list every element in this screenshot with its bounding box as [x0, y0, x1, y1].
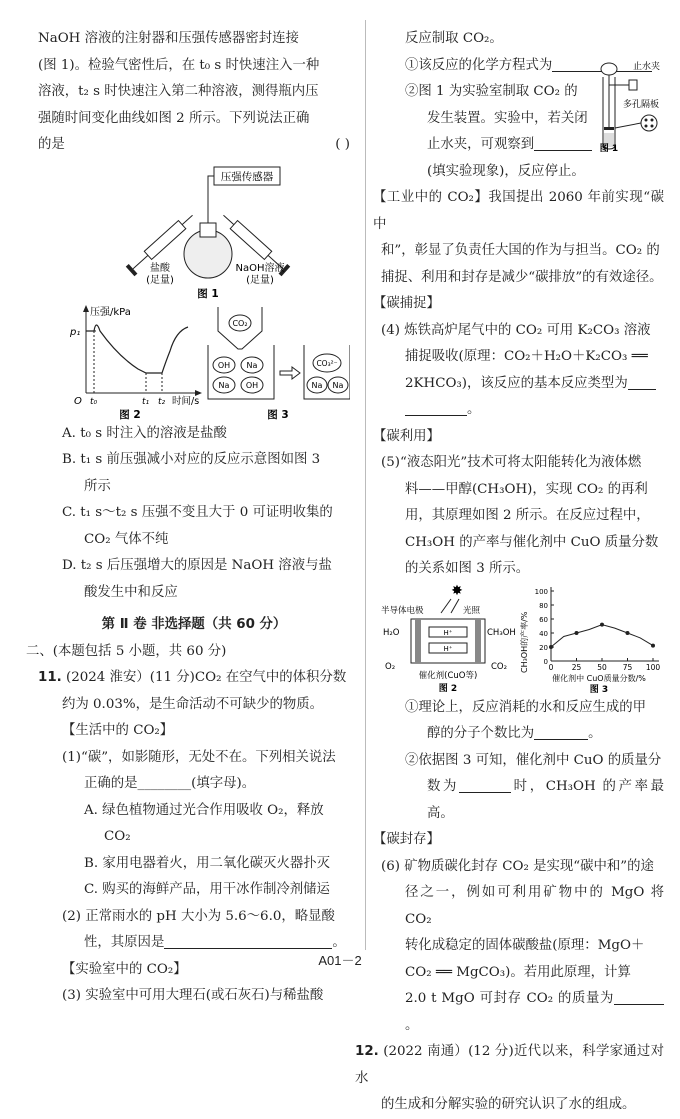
yield-axis-label: CH₃OH的产率/% [520, 611, 529, 673]
option-c[interactable]: C. t₁ s～t₂ s 压强不变且大于 0 可证明收集的 [62, 505, 333, 520]
left-syringe-label: 盐酸 [150, 262, 170, 274]
page-footer: A01－2 [318, 953, 362, 968]
na-ion: Na [332, 380, 344, 390]
p1-label: p₁ [70, 326, 81, 338]
clamp-label: 止水夹 [633, 62, 661, 72]
option-d-cont: 酸发生中和反应 [84, 584, 178, 600]
q10-line: 溶液，t₂ s 时快速注入第二种溶液，测得瓶内压 [38, 84, 319, 99]
figure-2-caption: 图 2 [119, 408, 141, 421]
column-divider [365, 20, 366, 950]
q11-3: (3) 实验室中可用大理石(或石灰石)与稀盐酸 [62, 988, 324, 1003]
answer-blank[interactable] [614, 988, 664, 1005]
option-d[interactable]: D. t₂ s 后压强增大的原因是 NaOH 溶液与盐 [62, 558, 332, 573]
oh-ion: OH [217, 360, 231, 370]
q11-1-option-c[interactable]: C. 购买的海鲜产品，用干冰作制冷剂储运 [84, 882, 330, 897]
yield-line [551, 624, 653, 646]
y-tick-label: 80 [539, 601, 548, 610]
pressure-time-graph [69, 305, 202, 421]
left-column [26, 26, 350, 1010]
x-tick-label: 0 [548, 662, 554, 672]
q11-1: (1)“碳”，如影随形，无处不在。下列相关说法 [62, 749, 336, 765]
porous-plate [604, 127, 614, 130]
q11-3-2-end: (填实验现象)，反应停止。 [427, 163, 585, 179]
answer-blank[interactable] [459, 776, 511, 793]
x-tick-label: 50 [597, 662, 607, 672]
option-a[interactable]: A. t₀ s 时注入的溶液是盐酸 [62, 425, 227, 441]
industry-intro: 和”，彰显了负责任大国的作为与担当。CO₂ 的 [381, 243, 660, 258]
flask-neck [200, 223, 216, 237]
q10-line: (图 1)。检验气密性后，在 t₀ s 时快速注入一种 [38, 57, 320, 73]
q11-1-option-a-cont: CO₂ [104, 829, 131, 844]
pressure-sensor-label: 压强传感器 [220, 170, 274, 183]
q11-3-cont: 反应制取 CO₂。 [405, 31, 503, 46]
q11-2: (2) 正常雨水的 pH 大小为 5.6～6.0，略显酸 [62, 908, 335, 924]
q11-1-option-b[interactable]: B. 家用电器着火，用二氧化碳灭火器扑灭 [84, 855, 330, 871]
t2-label: t₂ [158, 396, 166, 407]
q11-1-cont[interactable]: 正确的是________(填字母)。 [84, 776, 256, 791]
store-heading: 【碳封存】 [373, 832, 440, 847]
reaction-diagram [208, 307, 350, 421]
q11-6-cont: 径之一，例如可利用矿物中的 MgO 将 CO₂ [405, 885, 664, 927]
option-b[interactable]: B. t₁ s 前压强减小对应的反应示意图如图 3 [62, 452, 321, 467]
q12-intro: 12. (2022 南通）(12 分)近代以来，科学家通过对水 [355, 1044, 664, 1086]
right-syringe-note: (足量) [246, 274, 274, 286]
q11-5-cont: 用，其原理如图 2 所示。在反应过程中， [405, 508, 650, 523]
q11-5-cont: 料——甲醇(CH₃OH)，实现 CO₂ 的再利 [405, 481, 648, 497]
electrode-cell [411, 619, 485, 663]
pressure-curve [86, 325, 188, 373]
figure-r1-caption: 图 1 [599, 144, 619, 153]
yield-point [549, 645, 553, 649]
q10-last-line: 的是 [38, 137, 65, 152]
y-tick-label: 40 [539, 629, 548, 638]
q11-1-option-a[interactable]: A. 绿色植物通过光合作用吸收 O₂，释放 [84, 802, 324, 818]
electrode-label: 半导体电极 [381, 605, 424, 616]
yield-point [651, 643, 655, 647]
life-heading: 【生活中的 CO₂】 [62, 723, 174, 738]
h-plus-label: H⁺ [443, 644, 453, 653]
q11-4-end: 。 [381, 397, 664, 424]
o2-label: O₂ [385, 661, 396, 672]
q11-5-1: ①理论上，反应消耗的水和反应生成的甲 [405, 699, 647, 715]
q11-5-cont: CH₃OH 的产率与催化剂中 CuO 质量分数 [405, 534, 659, 550]
answer-blank[interactable] [628, 373, 656, 390]
sun-icon: ✸ [451, 582, 463, 599]
q11-3-2: ②图 1 为实验室制取 CO₂ 的 [405, 84, 578, 99]
q11-5: (5)“液态阳光”技术可将太阳能转化为液体燃 [381, 455, 642, 470]
q11-intro: 11. (2024 淮安）(11 分)CO₂ 在空气中的体积分数 [38, 670, 347, 685]
figure-2-3-row [38, 301, 350, 421]
q11-5-cont: 的关系如图 3 所示。 [405, 561, 530, 576]
sensor-wire [208, 176, 214, 229]
industry-intro: 捕捉、利用和封存是减少“碳排放”的有效途径。 [381, 269, 663, 285]
q11-6-end: 2.0 t MgO 可封存 CO₂ 的质量为。 [381, 986, 664, 1039]
x-tick-label: 100 [645, 662, 661, 672]
section-2-title: 第 Ⅱ 卷 非选择题（共 60 分） [101, 617, 287, 632]
yield-point [575, 631, 579, 635]
oh-ion: OH [245, 380, 259, 390]
answer-blank[interactable] [164, 932, 332, 949]
answer-blank[interactable] [405, 399, 467, 416]
pressure-axis-label: 压强/kPa [90, 306, 131, 318]
catalyst-label: 催化剂(CuO等) [418, 670, 478, 681]
h-plus-label: H⁺ [443, 628, 453, 637]
capture-heading: 【碳捕捉】 [373, 296, 440, 311]
part-2-heading: 二、(本题包括 5 小题，共 60 分) [26, 643, 227, 659]
q11-6-cont: 转化成稳定的固体碳酸盐(原理：MgO＋ [405, 938, 645, 953]
arrow-icon [280, 367, 300, 379]
q10-line: 强随时间变化曲线如图 2 所示。下列说法正确 [38, 110, 310, 126]
light-label: 光照 [463, 605, 481, 616]
q11-4-cont: 捕捉吸收(原理：CO₂＋H₂O＋K₂CO₃ ══ [405, 349, 648, 364]
na-ion: Na [311, 380, 323, 390]
yield-point [626, 631, 630, 635]
t0-label: t₀ [90, 396, 98, 407]
q11-6-cont: CO₂ ══ MgCO₃)。若用此原理，计算 [405, 964, 631, 980]
q11-5-2: ②依据图 3 可知，催化剂中 CuO 的质量分 [405, 752, 662, 768]
origin-label: O [74, 395, 82, 407]
cuo-axis-label: 催化剂中 CuO质量分数/% [552, 673, 646, 683]
y-tick-label: 20 [539, 643, 548, 652]
na-ion: Na [246, 360, 258, 370]
option-c-cont: CO₂ 气体不纯 [84, 531, 169, 547]
q11-3-1: ①该反应的化学方程式为 [381, 53, 664, 80]
q10-stem-end [38, 132, 350, 159]
answer-blank[interactable] [534, 723, 588, 740]
q12-intro-cont: 的生成和分解实验的研究认识了水的组成。 [381, 1097, 636, 1112]
q11-intro-cont: 约为 0.03%，是生命活动不可缺少的物质。 [62, 696, 324, 712]
figure-3-caption: 图 3 [267, 408, 289, 421]
q11-4: (4) 炼铁高炉尾气中的 CO₂ 可用 K₂CO₃ 溶液 [381, 322, 651, 338]
industry-intro: 【工业中的 CO₂】我国提出 2060 年前实现“碳中 [373, 190, 664, 232]
y-tick-label: 100 [534, 587, 548, 596]
figure-r2-r3-row [381, 583, 664, 695]
h2o-label: H₂O [383, 627, 400, 638]
q11-4-cont: 2KHCO₃)，该反应的基本反应类型为 [381, 371, 664, 398]
q10-line: NaOH 溶液的注射器和压强传感器密封连接 [38, 31, 299, 46]
y-tick-label: 0 [543, 657, 548, 666]
option-b-cont: 所示 [84, 478, 111, 494]
use-heading: 【碳利用】 [373, 428, 440, 444]
q11-5-2-cont: 数为 时，CH₃OH 的产率最高。 [381, 774, 664, 827]
figure-r3-caption: 图 3 [589, 684, 609, 695]
right-syringe-label: NaOH溶液 [235, 262, 285, 274]
q11-3-2-cont: 发生装置。实验中，若关闭 [427, 110, 588, 126]
left-syringe-note: (足量) [146, 274, 174, 286]
q11-2-cont: 性，其原因是 。 [38, 930, 350, 957]
q11-3-2-cont: 止水夹，可观察到 [381, 132, 664, 159]
q11-5-1-cont: 醇的分子个数比为 。 [381, 721, 664, 748]
x-tick-label: 25 [571, 662, 582, 672]
na-ion: Na [218, 380, 230, 390]
co2-label: CO₂ [491, 661, 508, 672]
y-tick-label: 60 [539, 615, 548, 624]
answer-blank[interactable] [534, 134, 592, 151]
q11-6: (6) 矿物质碳化封存 CO₂ 是实现“碳中和”的途 [381, 858, 654, 874]
t1-label: t₁ [142, 396, 150, 407]
yield-point [600, 622, 604, 626]
q12-number: 12. [355, 1044, 379, 1059]
figure-r1-apparatus [589, 57, 669, 153]
figure-r2-caption: 图 2 [438, 683, 458, 694]
time-axis-label: 时间/s [172, 395, 200, 407]
q10-answer-paren[interactable]: ( ) [335, 137, 350, 152]
plate-label: 多孔隔板 [623, 100, 660, 110]
methanol-yield-chart [519, 587, 660, 695]
q11-number: 11. [38, 670, 62, 685]
co2-particle: CO₂ [232, 318, 248, 328]
x-tick-label: 75 [622, 662, 633, 672]
ch3oh-label: CH₃OH [487, 627, 516, 638]
liquid-sunlight-diagram [381, 583, 516, 694]
figure-1-caption: 图 1 [197, 287, 219, 300]
clamp-icon [629, 80, 637, 90]
lab-heading: 【实验室中的 CO₂】 [62, 961, 187, 977]
carbonate-ion: CO₃²⁻ [316, 358, 338, 368]
figure-1-apparatus [38, 159, 350, 301]
